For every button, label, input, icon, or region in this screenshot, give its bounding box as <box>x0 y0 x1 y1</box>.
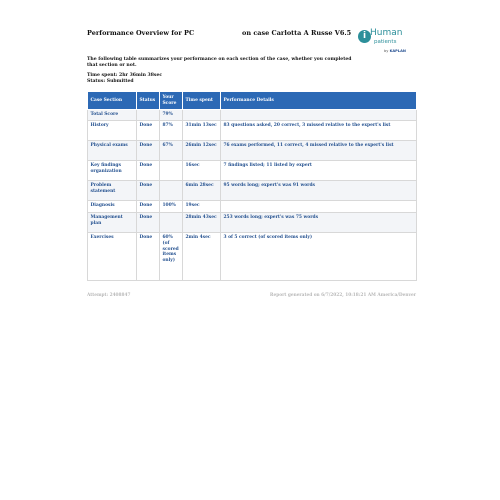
time-cell: 28min 43sec <box>183 213 221 233</box>
status-cell: Done <box>137 161 160 181</box>
logo-human-text: Human <box>370 28 403 38</box>
table-row <box>88 141 417 161</box>
intro-text: The following table summarizes your performance on each section of the case, whether you completed that section or not. <box>87 57 352 69</box>
generated-timestamp: Report generated on 6/7/2022, 10:18:21 AM America/Denver <box>269 293 416 298</box>
section-cell: Problem statement <box>88 181 137 201</box>
details-cell: 95 words long; expert's was 91 words <box>221 181 417 201</box>
details-cell: 253 words long; expert's was 75 words <box>221 213 417 233</box>
column-header: Status <box>137 92 160 110</box>
score-cell <box>160 181 183 201</box>
section-cell: Total Score <box>88 110 137 121</box>
table-header-row <box>88 92 417 110</box>
logo-by-kaplan <box>384 49 406 53</box>
section-cell: Diagnosis <box>88 201 137 213</box>
details-cell <box>221 110 417 121</box>
section-cell: Key findings organization <box>88 161 137 181</box>
column-header: Case Section <box>88 92 137 110</box>
time-cell: 31min 13sec <box>183 121 221 141</box>
table-row <box>88 121 417 141</box>
status-cell: Done <box>137 121 160 141</box>
column-header: Time spent <box>183 92 221 110</box>
case-title: on case Carlotta A Russe V6.5 <box>242 29 352 37</box>
time-cell: 2min 4sec <box>183 233 221 281</box>
score-cell: 79% <box>160 110 183 121</box>
time-cell: 16sec <box>183 161 221 181</box>
logo-by-text: by <box>384 49 389 53</box>
status-cell: Done <box>137 213 160 233</box>
logo-patients-text: patients <box>374 39 397 45</box>
score-cell: 60% (of scored items only) <box>160 233 183 281</box>
table-row <box>88 161 417 181</box>
performance-table <box>87 91 417 281</box>
status-cell: Done <box>137 233 160 281</box>
column-header: Your Score <box>160 92 183 110</box>
status-cell: Done <box>137 181 160 201</box>
report-page <box>87 27 416 298</box>
human-patients-logo <box>358 28 418 60</box>
logo-brand-text: KAPLAN <box>389 49 406 53</box>
time-cell <box>183 110 221 121</box>
section-cell: Management plan <box>88 213 137 233</box>
score-cell <box>160 213 183 233</box>
score-cell: 87% <box>160 121 183 141</box>
details-cell: 3 of 5 correct (of scored items only) <box>221 233 417 281</box>
logo-mark-icon: i <box>358 30 371 43</box>
column-header: Performance Details <box>221 92 417 110</box>
details-cell <box>221 201 417 213</box>
table-row <box>88 181 417 201</box>
details-cell: 76 exams performed, 11 correct, 4 missed relative to the expert's list <box>221 141 417 161</box>
score-cell: 67% <box>160 141 183 161</box>
section-cell: History <box>88 121 137 141</box>
score-cell <box>160 161 183 181</box>
status-cell: Done <box>137 201 160 213</box>
report-meta <box>87 73 416 85</box>
table-row <box>88 233 417 281</box>
time-cell: 19sec <box>183 201 221 213</box>
time-spent: Time spent: 2hr 36min 38sec <box>87 73 163 79</box>
details-cell: 83 questions asked, 20 correct, 3 missed relative to the expert's list <box>221 121 417 141</box>
status-text: Status: Submitted <box>87 79 134 85</box>
time-cell: 26min 12sec <box>183 141 221 161</box>
report-title: Performance Overview for PC <box>87 29 195 37</box>
table-row <box>88 201 417 213</box>
status-cell <box>137 110 160 121</box>
section-cell: Exercises <box>88 233 137 281</box>
time-cell: 6min 28sec <box>183 181 221 201</box>
attempt-id: Attempt: 2408847 <box>87 293 131 298</box>
status-cell: Done <box>137 141 160 161</box>
table-row <box>88 110 417 121</box>
score-cell: 100% <box>160 201 183 213</box>
section-cell: Physical exams <box>88 141 137 161</box>
table-row <box>88 213 417 233</box>
details-cell: 7 findings listed; 11 listed by expert <box>221 161 417 181</box>
report-header <box>87 27 416 53</box>
